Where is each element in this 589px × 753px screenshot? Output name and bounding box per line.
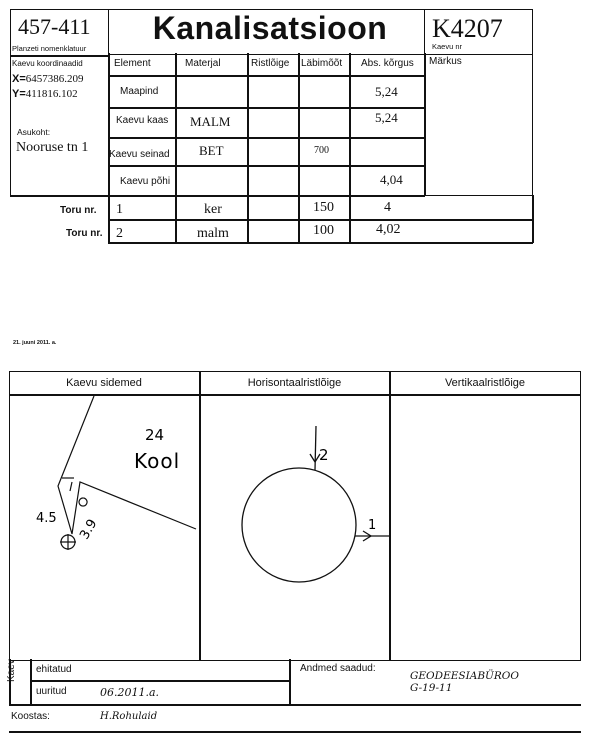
pipe-1-abs-height: 4 (384, 200, 391, 215)
row-cover-material: MALM (190, 114, 231, 129)
dim-left-label: 4.5 (36, 511, 57, 526)
pipe-2-abs-height: 4,02 (376, 222, 401, 237)
x-label: X= (12, 73, 26, 85)
pipe-in-label: 2 (319, 446, 329, 464)
row-walls-material: BET (199, 143, 224, 158)
pipe-1-label: Toru nr. (60, 205, 97, 216)
y-coordinate (12, 88, 78, 100)
location-value: Nooruse tn 1 (16, 140, 89, 155)
pipe-1-number: 1 (116, 202, 123, 217)
pipe-2-label: Toru nr. (66, 228, 103, 239)
inlet-pipe (315, 426, 316, 470)
side-label: Kaev (6, 659, 17, 682)
pipe-2-number: 2 (116, 226, 123, 241)
col-diameter: Läbimõõt (301, 58, 343, 69)
built-label: ehitatud (36, 664, 72, 675)
surveyed-value: 06.2011.a. (100, 686, 160, 699)
panel-vertical-title: Vertikaalristlõige (444, 377, 526, 389)
col-section: Ristlõige (251, 58, 290, 69)
well-number: K4207 (432, 14, 503, 43)
note-number: 24 (145, 426, 165, 444)
nomenclature-label: Planzeti nomenklatuur (12, 44, 87, 53)
row-walls-element: Kaevu seinad (109, 149, 170, 160)
ties-sketch (10, 396, 199, 659)
col-remarks: Märkus (429, 56, 462, 67)
panel-ties-title: Kaevu sidemed (66, 377, 142, 389)
page-title: Kanalisatsioon (152, 10, 388, 46)
pipe-1-diameter: 150 (313, 200, 334, 215)
data-from-label: Andmed saadud: (300, 663, 376, 674)
row-ground-abs-height: 5,24 (375, 84, 398, 99)
y-value: 411816.102 (25, 88, 78, 100)
dim-right-label: 3.9 (77, 516, 101, 543)
row-cover-abs-height: 5,24 (375, 110, 398, 125)
pipe-out-label: 1 (368, 518, 377, 533)
pipe-2-material: malm (197, 226, 229, 241)
panel-horizontal-title: Horisontaalristlõige (247, 377, 342, 389)
pipe-2-diameter: 100 (313, 223, 334, 238)
row-bottom-abs-height: 4,04 (380, 172, 403, 187)
data-from-value: GEODEESIABÜROO (410, 670, 520, 682)
y-label: Y= (12, 88, 26, 100)
nomenclature-value: 457-411 (18, 14, 91, 39)
row-walls-diameter: 700 (314, 145, 329, 156)
data-from-code: G-19-11 (410, 682, 453, 694)
col-material: Materjal (185, 58, 221, 69)
compiled-value: H.Rohulaid (100, 711, 158, 722)
pipe-1-material: ker (204, 202, 222, 217)
row-bottom-element: Kaevu põhi (120, 176, 171, 187)
well-number-label: Kaevu nr (432, 42, 463, 51)
surveyed-label: uuritud (36, 686, 67, 697)
location-label: Asukoht: (17, 127, 51, 137)
coords-label: Kaevu koordinaadid (12, 59, 83, 68)
x-value: 6457386.209 (25, 73, 84, 85)
row-cover-element: Kaevu kaas (116, 115, 169, 126)
col-abs-height: Abs. kõrgus (361, 58, 414, 69)
row-ground-element: Maapind (120, 86, 159, 97)
horizontal-section-sketch (200, 396, 389, 659)
note-school: Kool (134, 449, 181, 473)
col-element: Element (114, 58, 151, 69)
document-date: 21. juuni 2011. a. (13, 340, 57, 346)
x-coordinate (12, 73, 84, 85)
compiled-label: Koostas: (11, 711, 50, 722)
well-circle (242, 468, 356, 582)
